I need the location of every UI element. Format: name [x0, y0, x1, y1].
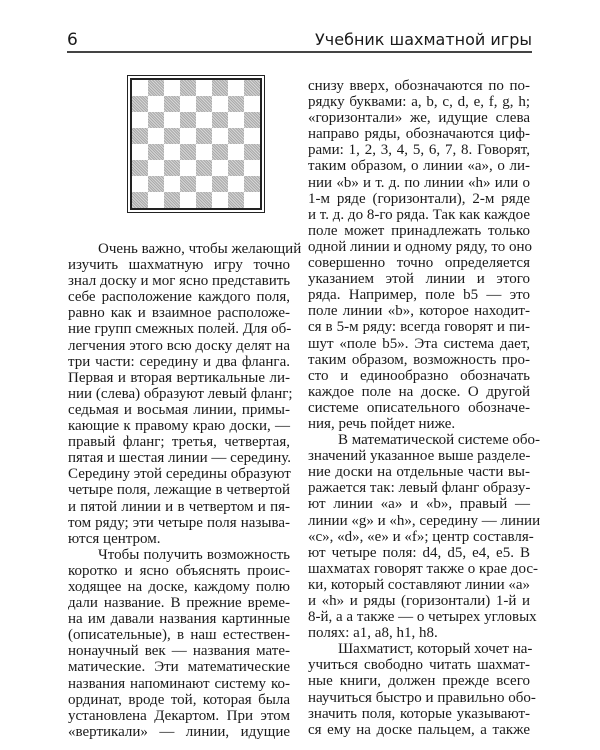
board-square: [244, 80, 260, 96]
text-line: В математической системе обо-: [338, 432, 540, 449]
text-line: нии (слева) образуют левый фланг;: [68, 385, 293, 402]
board-square: [228, 192, 244, 208]
board-square: [244, 160, 260, 176]
text-line: коротко и ясно объяснять проис-: [68, 562, 290, 579]
text-line: себе расположение каждого поля,: [68, 289, 290, 306]
text-line: значений указанное выше разделе-: [308, 448, 531, 465]
left-text-column: [68, 241, 302, 740]
board-square: [196, 192, 212, 208]
board-square: [148, 144, 164, 160]
board-square: [132, 96, 148, 112]
board-square: [244, 128, 260, 144]
text-line: таким образом, о линии «а», о ли-: [308, 158, 530, 175]
board-square: [228, 176, 244, 192]
board-square: [132, 176, 148, 192]
board-square: [212, 160, 228, 176]
text-line: том ряду; эти четыре поля называ-: [68, 514, 290, 531]
paragraph: [68, 547, 290, 740]
paragraph: [308, 641, 536, 738]
text-line: и т. д. до 8-го ряда. Так как каждое: [308, 206, 530, 223]
text-line: легчения этого всю доску делят на: [68, 337, 290, 354]
board-square: [244, 176, 260, 192]
board-square: [196, 176, 212, 192]
board-square: [164, 192, 180, 208]
text-line: седьмая и восьмая линии, примы-: [68, 401, 290, 418]
text-line: ки, который составляют линии «a»: [308, 576, 531, 593]
board-square: [180, 112, 196, 128]
text-line: ются центром.: [68, 530, 161, 547]
board-square: [148, 96, 164, 112]
text-line: сто и единообразно обозначать: [308, 367, 530, 384]
board-square: [164, 128, 180, 144]
text-line: нии «b» и т. д. по линии «h» или о: [308, 174, 530, 191]
text-line: кающие к правому краю доски, —: [68, 418, 290, 435]
text-line: (описательные), в наш естествен-: [68, 627, 290, 644]
text-line: четыре поля, лежащие в четвертой: [68, 482, 290, 499]
text-line: на им давали названия картинные: [68, 611, 290, 628]
text-line: каждое поле на доске. О другой: [308, 383, 530, 400]
board-square: [244, 112, 260, 128]
board-square: [180, 96, 196, 112]
text-line: Первая и вторая вертикальные ли-: [68, 369, 290, 386]
board-square: [196, 144, 212, 160]
text-line: направо ряды, обозначаются циф-: [308, 126, 530, 143]
board-square: [132, 80, 148, 96]
board-square: [180, 160, 196, 176]
board-square: [148, 160, 164, 176]
text-line: линии «g» и «h», середину — линии: [308, 512, 541, 529]
board-square: [212, 96, 228, 112]
board-square: [228, 96, 244, 112]
board-square: [148, 128, 164, 144]
board-square: [148, 176, 164, 192]
text-line: учиться свободно читать шахмат-: [308, 657, 530, 674]
board-square: [196, 96, 212, 112]
text-line: снизу вверх, обозначаются по по-: [308, 78, 530, 94]
board-square: [212, 144, 228, 160]
board-square: [148, 80, 164, 96]
board-square: [244, 144, 260, 160]
text-line: и пятой линии и в четвертом и пя-: [68, 498, 290, 515]
board-square: [244, 192, 260, 208]
text-line: Чтобы получить возможность: [98, 546, 290, 563]
text-line: названия напоминают систему ко-: [68, 675, 290, 692]
text-line: рядку буквами: a, b, c, d, e, f, g, h;: [308, 94, 530, 111]
right-text-column: [308, 78, 541, 738]
text-line: равно как и взаимное расположе-: [68, 305, 290, 322]
board-square: [212, 112, 228, 128]
text-line: «c», «d», «e» и «f»; центр составля-: [308, 528, 534, 545]
board-square: [132, 160, 148, 176]
board-square: [228, 128, 244, 144]
text-line: ходящее на доске, каждому полю: [68, 578, 290, 595]
board-square: [164, 144, 180, 160]
text-line: совершенно точно определяется: [308, 255, 530, 272]
text-line: полях: a1, a8, h1, h8.: [308, 625, 438, 642]
board-square: [180, 176, 196, 192]
text-line: нонаучный век — названия мате-: [68, 643, 290, 660]
board-square: [244, 96, 260, 112]
text-line: одной линии и одному ряду, то оно: [308, 238, 532, 255]
text-line: 1-м ряде (горизонтали), 2-м ряде: [308, 190, 530, 207]
text-line: 8-й, а а также — о четырех угловых: [308, 609, 537, 626]
text-line: ние доски на отдельные части вы-: [308, 464, 530, 481]
board-square: [180, 80, 196, 96]
board-square: [180, 192, 196, 208]
board-square: [164, 176, 180, 192]
paragraph: [308, 78, 530, 432]
board-square: [132, 144, 148, 160]
text-line: ся в 5-м ряду: всегда говорят и пи-: [308, 319, 530, 336]
text-line: ординат, вроде той, которая была: [68, 691, 290, 708]
board-square: [196, 80, 212, 96]
text-line: таким образом, возможность про-: [308, 351, 530, 368]
board-square: [196, 112, 212, 128]
text-line: ся ему на доске пальцем, а также: [308, 721, 530, 738]
text-line: и «h» и ряды (горизонтали) 1-й и: [308, 593, 530, 609]
text-line: поле линии «b», которое находит-: [308, 303, 530, 320]
text-line: «горизонтали» же, идущие слева: [308, 110, 530, 127]
text-line: ражается так: левый фланг образу-: [308, 480, 531, 497]
text-line: «вертикали» — линии, идущие: [68, 723, 290, 740]
board-square: [164, 112, 180, 128]
board-square: [228, 112, 244, 128]
board-square: [228, 160, 244, 176]
text-line: знал доску и мог ясно представить: [68, 273, 291, 290]
text-line: научиться быстро и правильно обо-: [308, 689, 536, 706]
board-square: [132, 192, 148, 208]
board-square: [212, 128, 228, 144]
text-line: указанием этой линии и этого: [308, 271, 530, 288]
text-line: дали название. В прежние време-: [68, 595, 290, 612]
board-square: [148, 192, 164, 208]
board-square: [180, 144, 196, 160]
board-square: [212, 176, 228, 192]
text-line: пятая и шестая линии — середину.: [68, 450, 292, 467]
board-square: [212, 80, 228, 96]
board-square: [148, 112, 164, 128]
chessboard-diagram: [130, 78, 262, 210]
text-line: шахматах говорят также о крае дос-: [308, 560, 538, 577]
text-line: установлена Декартом. При этом: [68, 707, 290, 724]
board-square: [228, 144, 244, 160]
text-line: изучить шахматную игру точно: [68, 257, 290, 274]
board-square: [132, 112, 148, 128]
board-square: [212, 192, 228, 208]
paragraph: [68, 241, 302, 547]
text-line: рами: 1, 2, 3, 4, 5, 6, 7, 8. Говорят,: [308, 142, 530, 159]
board-square: [196, 160, 212, 176]
board-square: [164, 80, 180, 96]
board-square: [228, 80, 244, 96]
text-line: Очень важно, чтобы желающий: [98, 241, 302, 257]
board-square: [196, 128, 212, 144]
text-line: ния, речь пойдет ниже.: [308, 415, 456, 432]
board-square: [132, 128, 148, 144]
board-square: [180, 128, 196, 144]
text-line: ют линии «a» и «b», правый —: [308, 496, 530, 513]
text-line: системе описательного обозначе-: [308, 399, 530, 416]
text-line: значить поля, которые указывают-: [308, 705, 530, 722]
text-line: матические. Эти математические: [68, 659, 290, 676]
page-number: 6: [67, 30, 78, 50]
text-line: поле может принадлежать только: [308, 222, 530, 239]
board-square: [164, 96, 180, 112]
running-title: Учебник шахматной игры: [315, 30, 532, 49]
text-line: три части: середину и два фланга.: [68, 353, 290, 370]
text-line: Середину этой середины образуют: [68, 466, 291, 483]
text-line: ные книги, должен прежде всего: [308, 673, 530, 690]
text-line: правый фланг; третья, четвертая,: [68, 434, 290, 451]
text-line: ют четыре поля: d4, d5, e4, e5. В: [308, 544, 530, 561]
header-rule: [67, 51, 532, 53]
text-line: ряда. Например, поле b5 — это: [308, 287, 530, 304]
text-line: ние групп смежных полей. Для об-: [68, 321, 292, 338]
paragraph: [308, 432, 541, 642]
text-line: Шахматист, который хочет на-: [338, 641, 533, 658]
board-square: [164, 160, 180, 176]
text-line: шут «поле b5». Эта система дает,: [308, 335, 530, 352]
